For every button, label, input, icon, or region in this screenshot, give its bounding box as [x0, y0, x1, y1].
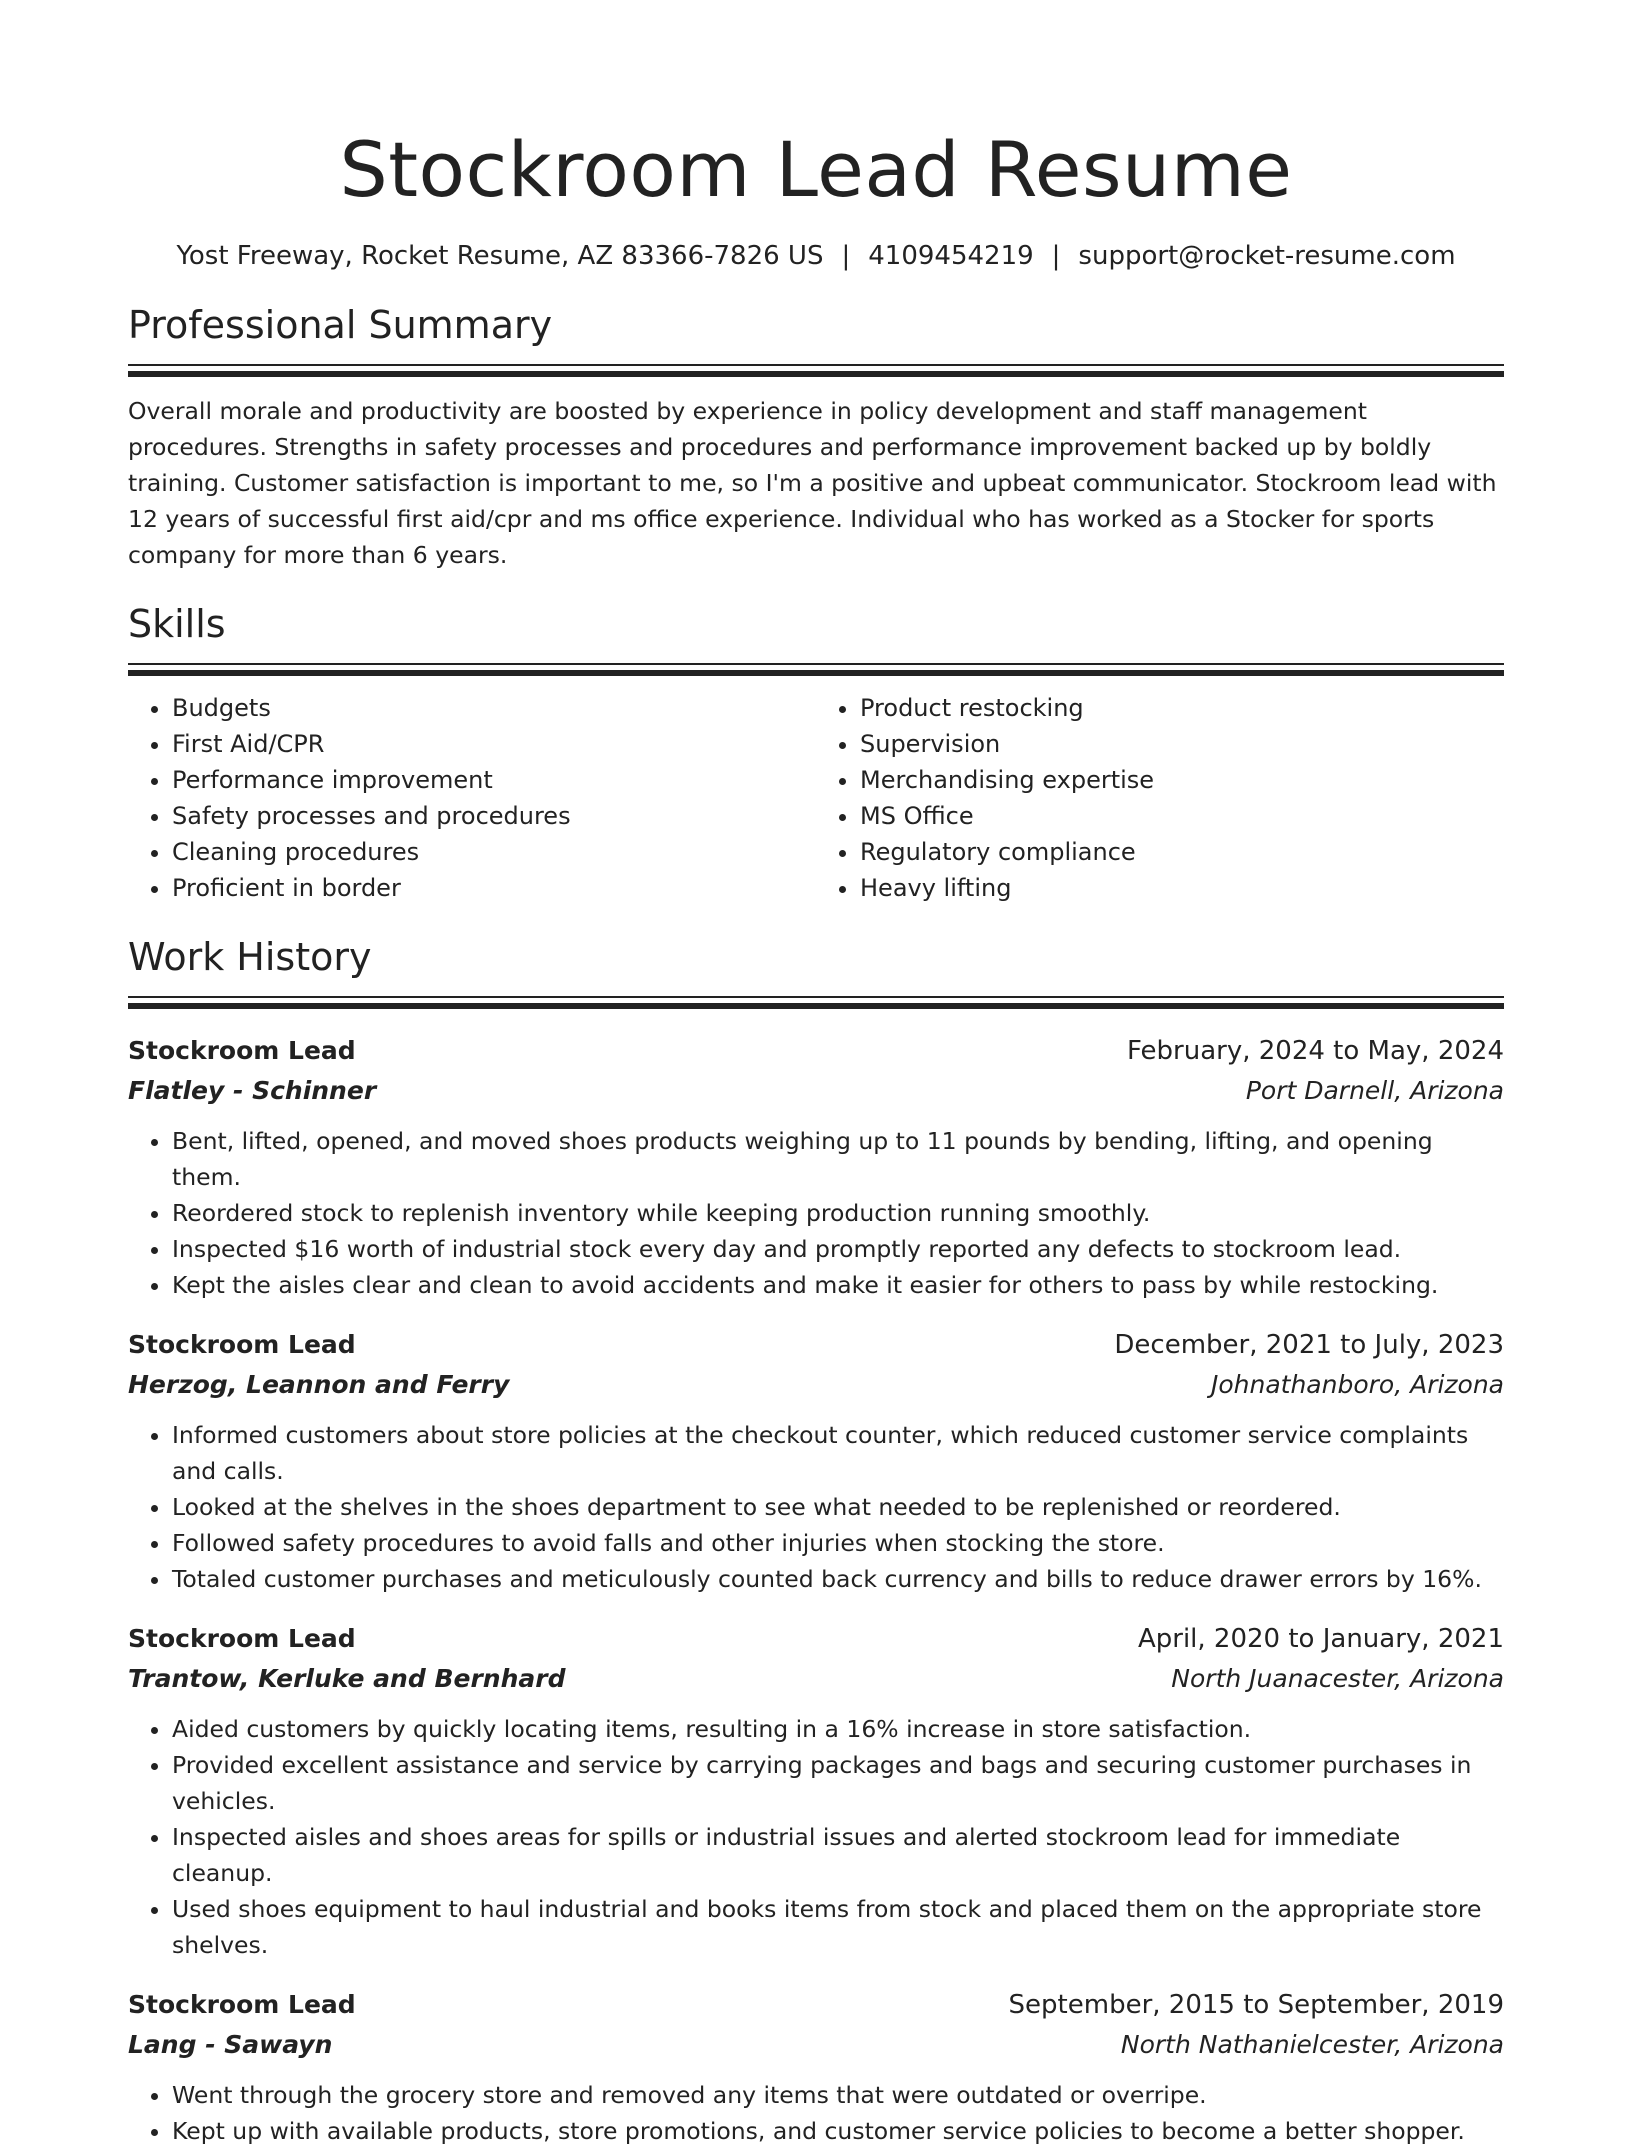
skill-item: • Proficient in border [172, 870, 816, 906]
skill-item: • Cleaning procedures [172, 834, 816, 870]
job-title: Stockroom Lead [128, 1624, 356, 1653]
job-entry [128, 1619, 1504, 1963]
job-dates: April, 2020 to January, 2021 [1137, 1624, 1504, 1654]
job-entry [128, 1031, 1504, 1303]
job-title: Stockroom Lead [128, 1330, 356, 1359]
contact-line [128, 238, 1504, 274]
skill-item: • Regulatory compliance [860, 834, 1504, 870]
job-entry [128, 1985, 1504, 2149]
job-bullet: • Looked at the shelves in the shoes department to see what needed to be replenished or reordered. [172, 1489, 1504, 1525]
resume-title: Stockroom Lead Resume [339, 125, 1293, 214]
skills-list-right [816, 690, 1504, 906]
job-bullets [128, 1123, 1504, 1303]
skill-item: • Safety processes and procedures [172, 798, 816, 834]
job-bullet: • Kept up with available products, store promotions, and customer service policies to become a better shopper. [172, 2113, 1504, 2149]
summary-text: Overall morale and productivity are boosted by experience in policy development and staff management procedures. Strengths in safety processes and procedures and performance improvement backed up by boldly training. Customer satisfaction is important to me, so I'm a positive and upbeat communicator. Stockroom lead with 12 years of successful first aid/cpr and ms office experience. Individual who has worked as a Stocker for sports company for more than 6 years. [128, 397, 1497, 569]
section-divider [128, 663, 1504, 676]
job-dates: February, 2024 to May, 2024 [1127, 1036, 1504, 1066]
job-company: Lang - Sawayn [128, 2030, 333, 2059]
job-location: Johnathanboro, Arizona [1210, 1370, 1504, 1399]
skills-columns [128, 690, 1504, 906]
job-bullet: • Reordered stock to replenish inventory while keeping production running smoothly. [172, 1195, 1504, 1231]
job-location: North Nathanielcester, Arizona [1120, 2030, 1504, 2059]
job-bullets [128, 2077, 1504, 2149]
section-divider [128, 996, 1504, 1009]
job-dates: September, 2015 to September, 2019 [1008, 1990, 1504, 2020]
skill-item: • Supervision [860, 726, 1504, 762]
job-dates: December, 2021 to July, 2023 [1114, 1330, 1504, 1360]
skill-item: • Performance improvement [172, 762, 816, 798]
skills-list-left [128, 690, 816, 906]
job-location: North Juanacester, Arizona [1171, 1664, 1504, 1693]
job-bullet: • Inspected $16 worth of industrial stock every day and promptly reported any defects to stockroom lead. [172, 1231, 1504, 1267]
job-company: Herzog, Leannon and Ferry [128, 1370, 510, 1399]
work-history-section [128, 932, 1504, 2149]
job-bullets [128, 1417, 1504, 1597]
skill-item: • Heavy lifting [860, 870, 1504, 906]
job-bullet: • Totaled customer purchases and meticulously counted back currency and bills to reduce drawer errors by 16%. [172, 1561, 1504, 1597]
contact-phone: 4109454219 [868, 241, 1034, 271]
job-bullet: • Used shoes equipment to haul industrial and books items from stock and placed them on the appropriate store shelves. [172, 1891, 1504, 1963]
work-history-heading: Work History [128, 935, 372, 979]
summary-section [128, 300, 1504, 573]
job-company: Trantow, Kerluke and Bernhard [128, 1664, 566, 1693]
skill-item: • First Aid/CPR [172, 726, 816, 762]
job-bullet: • Went through the grocery store and removed any items that were outdated or overripe. [172, 2077, 1504, 2113]
job-entry [128, 1325, 1504, 1597]
job-title: Stockroom Lead [128, 1990, 356, 2019]
job-bullet: • Inspected aisles and shoes areas for spills or industrial issues and alerted stockroom lead for immediate cleanup. [172, 1819, 1504, 1891]
contact-separator: | [1051, 241, 1061, 271]
skills-section [128, 599, 1504, 906]
job-location: Port Darnell, Arizona [1245, 1076, 1504, 1105]
skill-item: • MS Office [860, 798, 1504, 834]
section-divider [128, 364, 1504, 377]
job-company: Flatley - Schinner [128, 1076, 377, 1105]
summary-heading: Professional Summary [128, 303, 553, 347]
skill-item: • Merchandising expertise [860, 762, 1504, 798]
job-bullet: • Informed customers about store policies at the checkout counter, which reduced customer service complaints and calls. [172, 1417, 1504, 1489]
job-bullet: • Bent, lifted, opened, and moved shoes products weighing up to 11 pounds by bending, lifting, and opening them. [172, 1123, 1504, 1195]
contact-address: Yost Freeway, Rocket Resume, AZ 83366-7826 US [176, 241, 824, 271]
skill-item: • Budgets [172, 690, 816, 726]
job-bullets [128, 1711, 1504, 1963]
skills-heading: Skills [128, 602, 226, 646]
contact-email[interactable]: support@rocket-resume.com [1078, 241, 1456, 271]
job-bullet: • Provided excellent assistance and service by carrying packages and bags and securing customer purchases in vehicles. [172, 1747, 1504, 1819]
skill-item: • Product restocking [860, 690, 1504, 726]
job-bullet: • Kept the aisles clear and clean to avoid accidents and make it easier for others to pass by while restocking. [172, 1267, 1504, 1303]
contact-separator: | [841, 241, 851, 271]
job-bullet: • Aided customers by quickly locating items, resulting in a 16% increase in store satisfaction. [172, 1711, 1504, 1747]
job-bullet: • Followed safety procedures to avoid falls and other injuries when stocking the store. [172, 1525, 1504, 1561]
job-title: Stockroom Lead [128, 1036, 356, 1065]
